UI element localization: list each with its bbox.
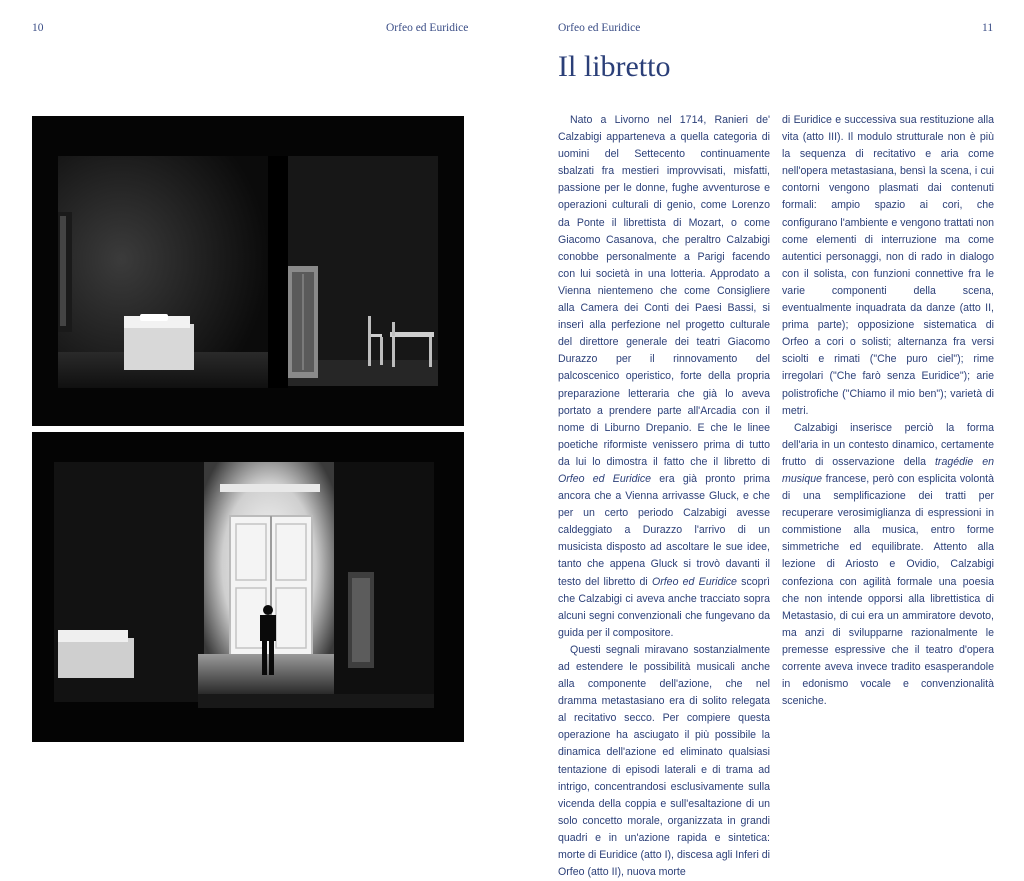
right-page-number: 11: [982, 22, 994, 34]
paragraph-text: Nato a Livorno nel 1714, Ranieri de' Calzabigi apparteneva a quella categoria di uomini del Settecento continuamente sbalzati fra mestieri improvvisati, misfatti, passione per le donne, fughe avventurose e operazioni culturali di genio, come Lorenzo da Ponte il librettista di Mozart, o come Giacomo Casanova, che peraltro Calzabigi conobbe personalmente a Parigi facendo con lui società in una lotteria. Approdato a Vienna nientemeno che come Consigliere alla Camera dei Conti dei Paesi Bassi, si inserì alla perfezione nel progetto culturale del direttore generale dei teatri Giacomo Durazzo per il rinnovamento del palcoscenico operistico, forte della propria preparazione letteraria che già lo aveva portato a prendere parte all'Arcadia con il nome di Liburno Drepanio. E che le linee poetiche riformiste venissero prima di tutto da lui lo dimostra il fatto che il libretto di: [558, 114, 770, 468]
italic-title: tragédie en musique: [782, 455, 994, 485]
paragraph-text: era già pronto prima ancora che a Vienna arrivasse Gluck, e che per un certo periodo Calzabigi avesse caldeggiato a Durazzo l'arrivo di un musicista disposto ad ascoltare le sue idee, tanto che appena Gluck si trovò davanti il testo del libretto di: [558, 472, 770, 588]
paragraph-text: francese, però con esplicita volontà di una semplificazione dei tratti per recuperare verosimiglianza di espressioni in commistione alla musica, entro forme simmetriche ed equilibrate. Attento alla lezione di Ariosto e Ovidio, Calzabigi confeziona con agilità formale una poesia che non intende opporsi alla librettistica di Metastasio, di cui era un ammiratore devoto, ma anzi di svilupparne razionalmente le premesse espressive che il teatro d'opera corrente aveva invece tradito esasperandole in edonismo vocale e convenzionalità sceniche.: [782, 472, 994, 708]
stage-photo-top-illustration: [32, 116, 464, 426]
paragraph: [782, 420, 994, 711]
text-column-2: [782, 112, 994, 710]
right-running-title: Orfeo ed Euridice: [558, 22, 641, 34]
paragraph: di Euridice e successiva sua restituzione alla vita (atto III). Il modulo strutturale non è più la sequenza di recitativo e aria come nell'opera metastasiana, bensì la scena, i cui contorni vengono plasmati dai contenuti formali: ampio spazio ai cori, che configurano l'ambiente e vengono trattati non come elementi di interruzione ma come autentici personaggi, non di rado in dialogo con il solista, con funzioni connettive fra le varie componenti della scena, eventualmente inquadrata da danze (atto II, prima parte); opposizione sistematica di Orfeo a cori o solisti; alternanza fra versi sciolti e rimati ("Che puro ciel"); rime irregolari ("Che farò senza Euridice"); arie polistrofiche ("Chiamo il mio ben"); varietà di metri.: [782, 114, 994, 417]
paragraph-text: scoprì che Calzabigi ci aveva anche tracciato sopra alcuni segni convenzionali che fungevano da guida per il compositore.: [558, 575, 770, 639]
stage-photo-bottom-illustration: [32, 432, 464, 742]
page-title: Il libretto: [558, 50, 671, 83]
left-running-title: Orfeo ed Euridice: [386, 22, 469, 34]
paragraph: [558, 112, 770, 642]
stage-photo-top: [32, 116, 464, 426]
italic-title: Orfeo ed Euridice: [558, 472, 652, 485]
left-page-number: 10: [32, 22, 44, 34]
stage-photo-bottom: [32, 432, 464, 742]
text-column-1: [558, 112, 770, 881]
paragraph-text: Calzabigi inserisce perciò la forma dell'aria in un contesto dinamico, certamente frutto di osservazione della: [782, 421, 994, 468]
paragraph: Questi segnali miravano sostanzialmente ad estendere le possibilità musicali anche alla componente dell'azione, che nel dramma metastasiano era di solito relegata al recitativo secco. Per compiere questa operazione ha asciugato il più possibile la dinamica dell'azione ed eliminato qualsiasi tentazione di episodi laterali e di trama ad intrigo, concentrandosi esclusivamente sulla vicenda della coppia e sull'esaltazione di un solo concetto morale, organizzata in grandi quadri e in un'azione rapida e sintetica: morte di Euridice (atto I), discesa agli Inferi di Orfeo (atto II), nuova morte: [558, 643, 770, 879]
italic-title: Orfeo ed Euridice: [651, 575, 737, 588]
